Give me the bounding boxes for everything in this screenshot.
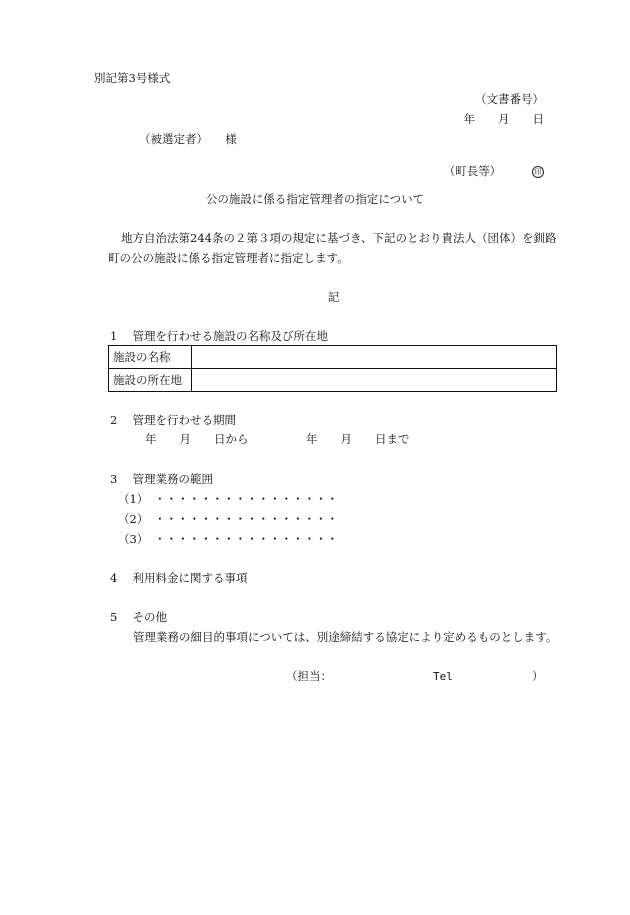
- sender-label: （町長等）: [443, 163, 496, 178]
- scope-item-2: （2） ・・・・・・・・・・・・・・・・: [118, 512, 339, 526]
- date-line: 年 月 日: [463, 112, 544, 126]
- document-number: （文書番号）: [475, 92, 544, 106]
- facility-name-label: 施設の名称: [109, 346, 192, 369]
- form-number: 別記第3号様式: [94, 71, 171, 85]
- section-5-text: 管理業務の細目的事項については、別途締結する協定により定めるものとします。: [133, 630, 558, 644]
- ki-heading: 記: [327, 290, 340, 304]
- body-line-1: 地方自治法第244条の２第３項の規定に基づき、下記のとおり貴法人（団体）を釧路: [121, 231, 557, 245]
- section-5-heading: 5 その他: [110, 610, 167, 624]
- table-row: [109, 346, 557, 369]
- table-row: [109, 369, 557, 392]
- body-line-2: 町の公の施設に係る指定管理者に指定します。: [108, 251, 349, 265]
- document-title: 公の施設に係る指定管理者の指定について: [205, 192, 425, 206]
- section-3-heading: 3 管理業務の範囲: [110, 472, 213, 486]
- facility-location-value: [192, 369, 557, 392]
- period-line: 年 月 日から 年 月 日まで: [145, 432, 410, 446]
- scope-item-3: （3） ・・・・・・・・・・・・・・・・: [118, 532, 339, 546]
- section-2-heading: 2 管理を行わせる期間: [110, 413, 236, 427]
- contact-close: ）: [532, 669, 544, 683]
- contact-open: （担当：: [286, 669, 332, 683]
- facility-name-value: [192, 346, 557, 369]
- section-1-heading: 1 管理を行わせる施設の名称及び所在地: [110, 329, 328, 343]
- contact-tel-label: Tel: [433, 670, 453, 683]
- seal-icon: 印: [532, 166, 544, 178]
- facility-table: [108, 345, 557, 392]
- facility-location-label: 施設の所在地: [109, 369, 192, 392]
- scope-item-1: （1） ・・・・・・・・・・・・・・・・: [118, 492, 339, 506]
- section-4-heading: 4 利用料金に関する事項: [110, 571, 248, 585]
- recipient-line: （被選定者） 様: [139, 132, 237, 146]
- sender-line: [436, 154, 544, 178]
